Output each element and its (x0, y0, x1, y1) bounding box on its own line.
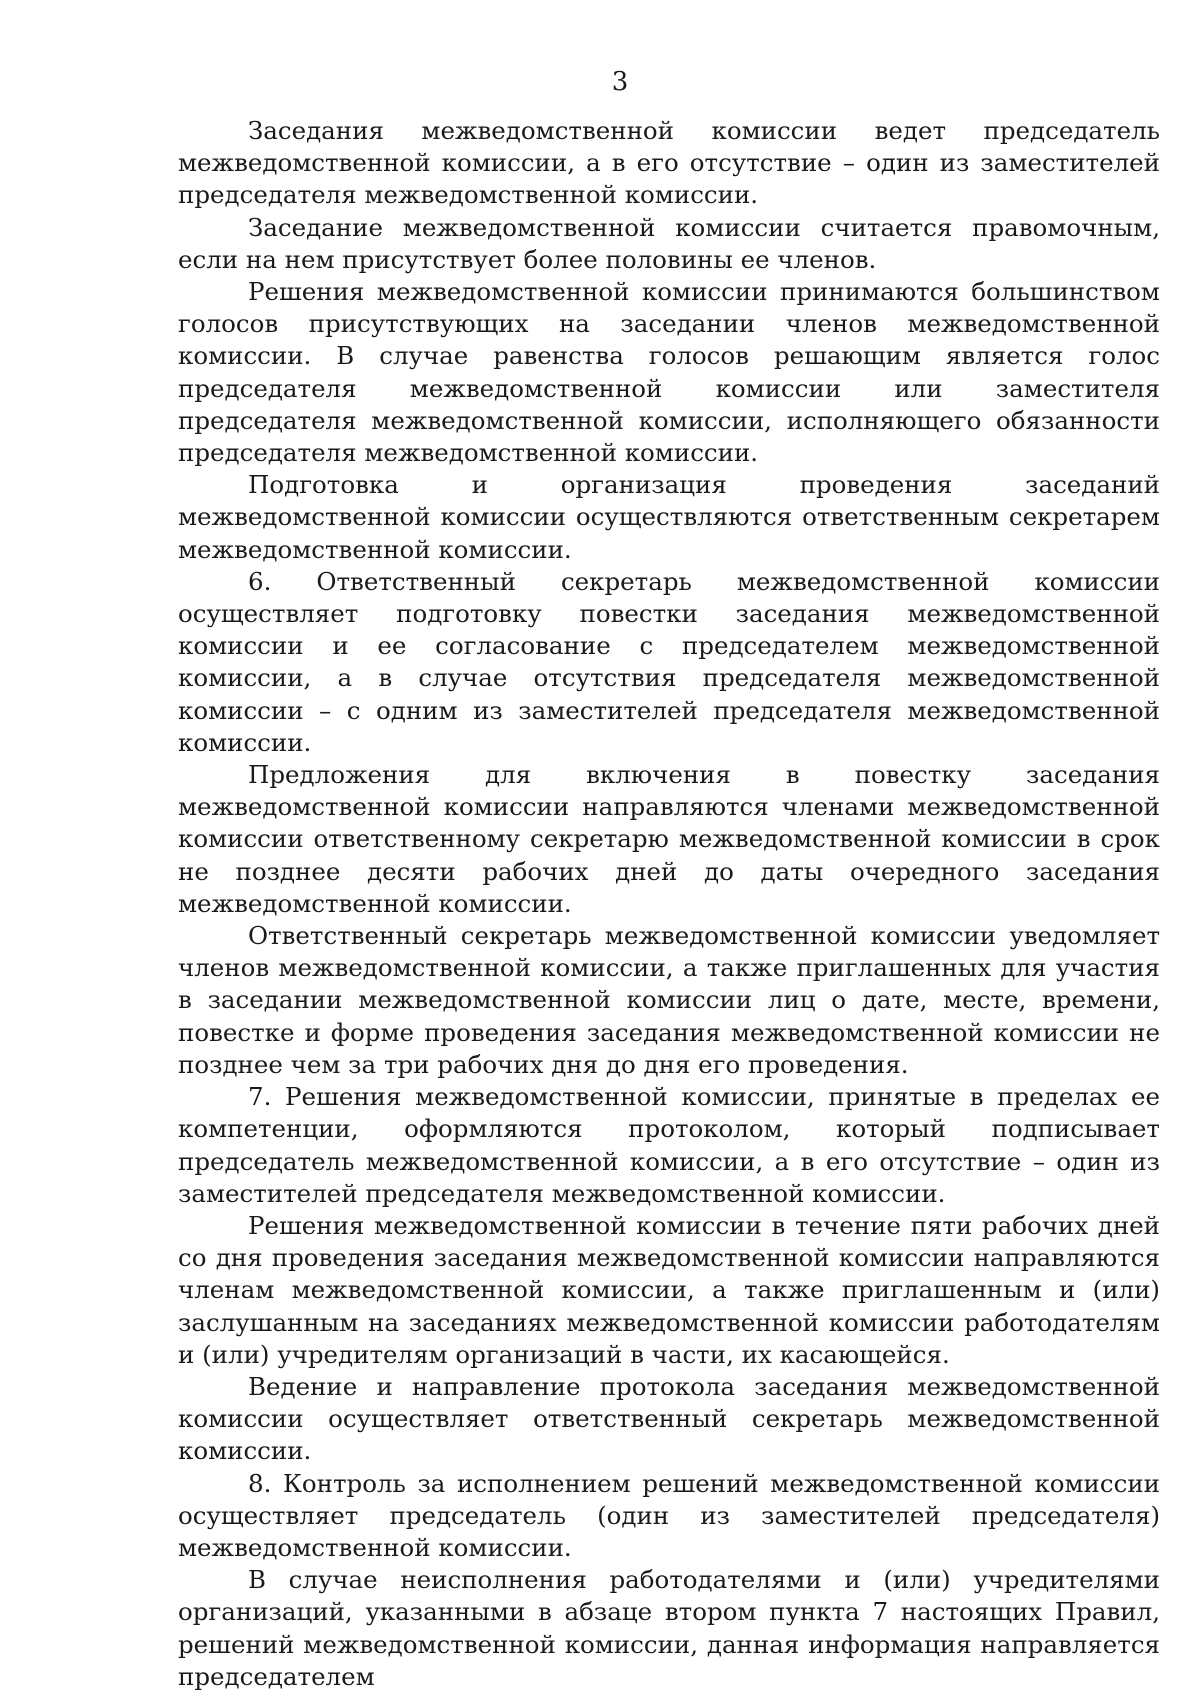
paragraph: Подготовка и организация проведения заседаний межведомственной комиссии осуществляются ответственным секретарем межведомственной комиссии. (178, 470, 1160, 564)
paragraph: 6. Ответственный секретарь межведомственной комиссии осуществляет подготовку повестки заседания межведомственной комиссии и ее согласование с председателем межведомственной комиссии, а в случае отсутствия председателя межведомственной комиссии – с одним из заместителей председателя межведомственной комиссии. (178, 566, 1160, 757)
paragraph: Заседания межведомственной комиссии ведет председатель межведомственной комиссии, а в его отсутствие – один из заместителей председателя межведомственной комиссии. (178, 116, 1160, 210)
paragraph: Предложения для включения в повестку заседания межведомственной комиссии направляются членами межведомственной комиссии ответственному секретарю межведомственной комиссии в срок не позднее десяти рабочих дней до даты очередного заседания межведомственной комиссии. (178, 760, 1160, 918)
paragraph: Ведение и направление протокола заседания межведомственной комиссии осуществляет ответственный секретарь межведомственной комиссии. (178, 1371, 1160, 1466)
paragraph: Решения межведомственной комиссии принимаются большинством голосов присутствующих на заседании членов межведомственной комиссии. В случае равенства голосов решающим является голос председателя межведомственной комиссии или заместителя председателя межведомственной комиссии, исполняющего обязанности председателя межведомственной комиссии. (178, 277, 1160, 468)
paragraph: 8. Контроль за исполнением решений межведомственной комиссии осуществляет председатель (один из заместителей председателя) межведомственной комиссии. (178, 1468, 1160, 1562)
paragraph: Заседание межведомственной комиссии считается правомочным, если на нем присутствует более половины ее членов. (178, 212, 1160, 274)
document-body (178, 115, 1160, 1693)
paragraph: Решения межведомственной комиссии в течение пяти рабочих дней со дня проведения заседания межведомственной комиссии направляются членам межведомственной комиссии, а также приглашенным и (или) заслушанным на заседаниях межведомственной комиссии работодателям и (или) учредителям организаций в части, их касающейся. (178, 1210, 1160, 1369)
paragraph: 7. Решения межведомственной комиссии, принятые в пределах ее компетенции, оформляются протоколом, который подписывает председатель межведомственной комиссии, а в его отсутствие – один из заместителей председателя межведомственной комиссии. (178, 1082, 1160, 1208)
last-paragraph: В случае неисполнения работодателями и (или) учредителями организаций, указанными в абзаце втором пункта 7 настоящих Правил, решений межведомственной комиссии, данная информация направляется председателем (178, 1565, 1160, 1691)
page-number: 3 (611, 67, 629, 97)
paragraph: Ответственный секретарь межведомственной комиссии уведомляет членов межведомственной комиссии, а также приглашенных для участия в заседании межведомственной комиссии лиц о дате, месте, времени, повестке и форме проведения заседания межведомственной комиссии не позднее чем за три рабочих дня до дня его проведения. (178, 921, 1160, 1079)
